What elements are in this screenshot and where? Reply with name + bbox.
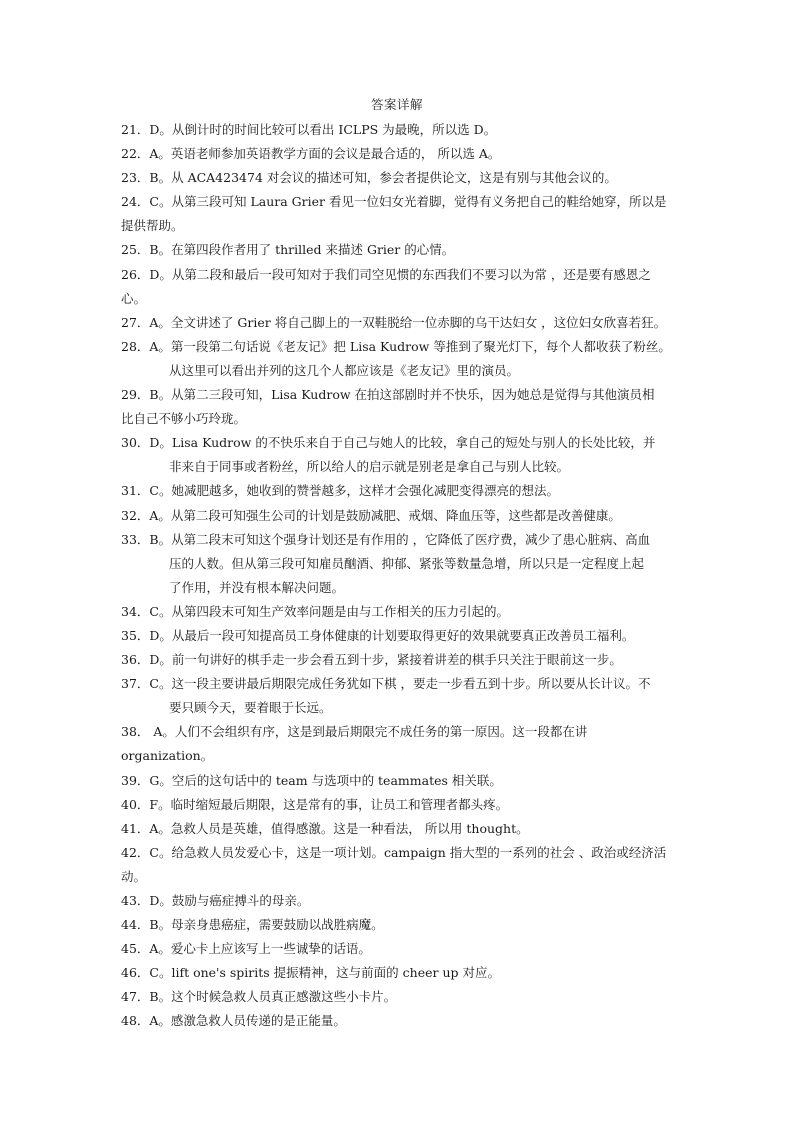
answer-line: 36．D。前一句讲好的棋手走一步会看五到十步，紧接着讲差的棋手只关注于眼前这一步。 — [121, 652, 622, 668]
answer-line: 29．B。从第二三段可知，Lisa Kudrow 在拍这部剧时并不快乐，因为她总是觉得与其他演员相 — [121, 387, 655, 403]
answer-line: 48．A。感激急救人员传递的是正能量。 — [121, 1013, 346, 1029]
answer-line: 38． A。人们不会组织有序，这是到最后期限完不成任务的第一原因。这一段都在讲 — [121, 724, 588, 740]
answer-line: 要只顾今天，要着眼于长远。 — [169, 700, 332, 716]
answer-line: 提供帮助。 — [121, 218, 184, 234]
answer-line: 非来自于同事或者粉丝，所以给人的启示就是别老是拿自己与别人比较。 — [169, 459, 570, 475]
answer-line: 33．B。从第二段末可知这个强身计划还是有作用的 ，它降低了医疗费，减少了患心脏病、高血 — [121, 531, 651, 547]
answer-line: 32．A。从第二段可知强生公司的计划是鼓励减肥、戒烟、降血压等，这些都是改善健康。 — [121, 507, 621, 523]
answer-list — [121, 118, 677, 1034]
answer-line: 24．C。从第三段可知 Laura Grier 看见一位妇女光着脚，觉得有义务把自己的鞋给她穿，所以是 — [121, 194, 667, 210]
answer-line: 27．A。全文讲述了 Grier 将自己脚上的一双鞋脱给一位赤脚的乌干达妇女 ，这位妇女欣喜若狂。 — [121, 314, 667, 330]
answer-line: 44．B。母亲身患癌症，需要鼓励以战胜病魔。 — [121, 917, 384, 933]
answer-line: 42．C。给急救人员发爱心卡，这是一项计划。campaign 指大型的一系列的社会 、政治或经济活 — [121, 844, 667, 860]
answer-line: 了作用，并没有根本解决问题。 — [169, 579, 345, 595]
answer-line: 35．D。从最后一段可知提高员工身体健康的计划要取得更好的效果就要真正改善员工福利。 — [121, 627, 635, 643]
answer-line: 从这里可以看出并列的这几个人都应该是《老友记》里的演员。 — [169, 362, 520, 378]
answer-line: 23．B。从 ACA423474 对会议的描述可知，参会者提供论文，这是有别与其他会议的。 — [121, 170, 617, 186]
answer-line: 30．D。Lisa Kudrow 的不快乐来自于自己与她人的比较，拿自己的短处与别人的长处比较，并 — [121, 435, 656, 451]
answer-line: 25．B。在第四段作者用了 thrilled 来描述 Grier 的心情。 — [121, 242, 455, 258]
page-title: 答案详解 — [370, 97, 423, 112]
answer-line: 43．D。鼓励与癌症搏斗的母亲。 — [121, 893, 310, 908]
answer-line: 压的人数。但从第三段可知雇员酗酒、抑郁、紧张等数量急增，所以只是一定程度上起 — [169, 555, 645, 571]
answer-line: 46．C。lift one's spirits 提振精神，这与前面的 cheer up 对应。 — [121, 965, 500, 981]
answer-line: 45．A。爱心卡上应该写上一些诚挚的话语。 — [121, 941, 371, 957]
answer-line: 26．D。从第二段和最后一段可知对于我们司空见惯的东西我们不要习以为常 ，还是要有感恩之 — [121, 266, 651, 282]
answer-line: 28．A。第一段第二句话说《老友记》把 Lisa Kudrow 等推到了聚光灯下，每个人都收获了粉丝。 — [121, 338, 671, 354]
answer-line: 动。 — [121, 868, 147, 884]
answer-line: 39．G。空后的这句话中的 team 与选项中的 teammates 相关联。 — [121, 772, 502, 788]
answer-line: 47．B。这个时候急救人员真正感激这些小卡片。 — [121, 989, 397, 1005]
answer-line: 31．C。她减肥越多，她收到的赞誉越多，这样才会强化减肥变得漂亮的想法。 — [121, 483, 559, 499]
answer-line: 21．D。从倒计时的时间比较可以看出 ICLPS 为最晚，所以选 D。 — [121, 122, 497, 137]
answer-line: 34．C。从第四段末可知生产效率问题是由与工作相关的压力引起的。 — [121, 603, 509, 619]
answer-line: 40．F。临时缩短最后期限，这是常有的事，让员工和管理者都头疼。 — [121, 796, 509, 812]
answer-line: 22．A。英语老师参加英语教学方面的会议是最合适的， 所以选 A。 — [121, 146, 501, 162]
answer-line: 心。 — [121, 290, 147, 306]
answer-line: 41．A。急救人员是英雄，值得感激。这是一种看法， 所以用 thought。 — [121, 820, 529, 836]
answer-line: 37．C。这一段主要讲最后期限完成任务犹如下棋 ，要走一步看五到十步。所以要从长计议。不 — [121, 676, 651, 692]
answer-line: 比自己不够小巧玲珑。 — [121, 411, 247, 427]
answer-line: organization。 — [121, 748, 214, 764]
